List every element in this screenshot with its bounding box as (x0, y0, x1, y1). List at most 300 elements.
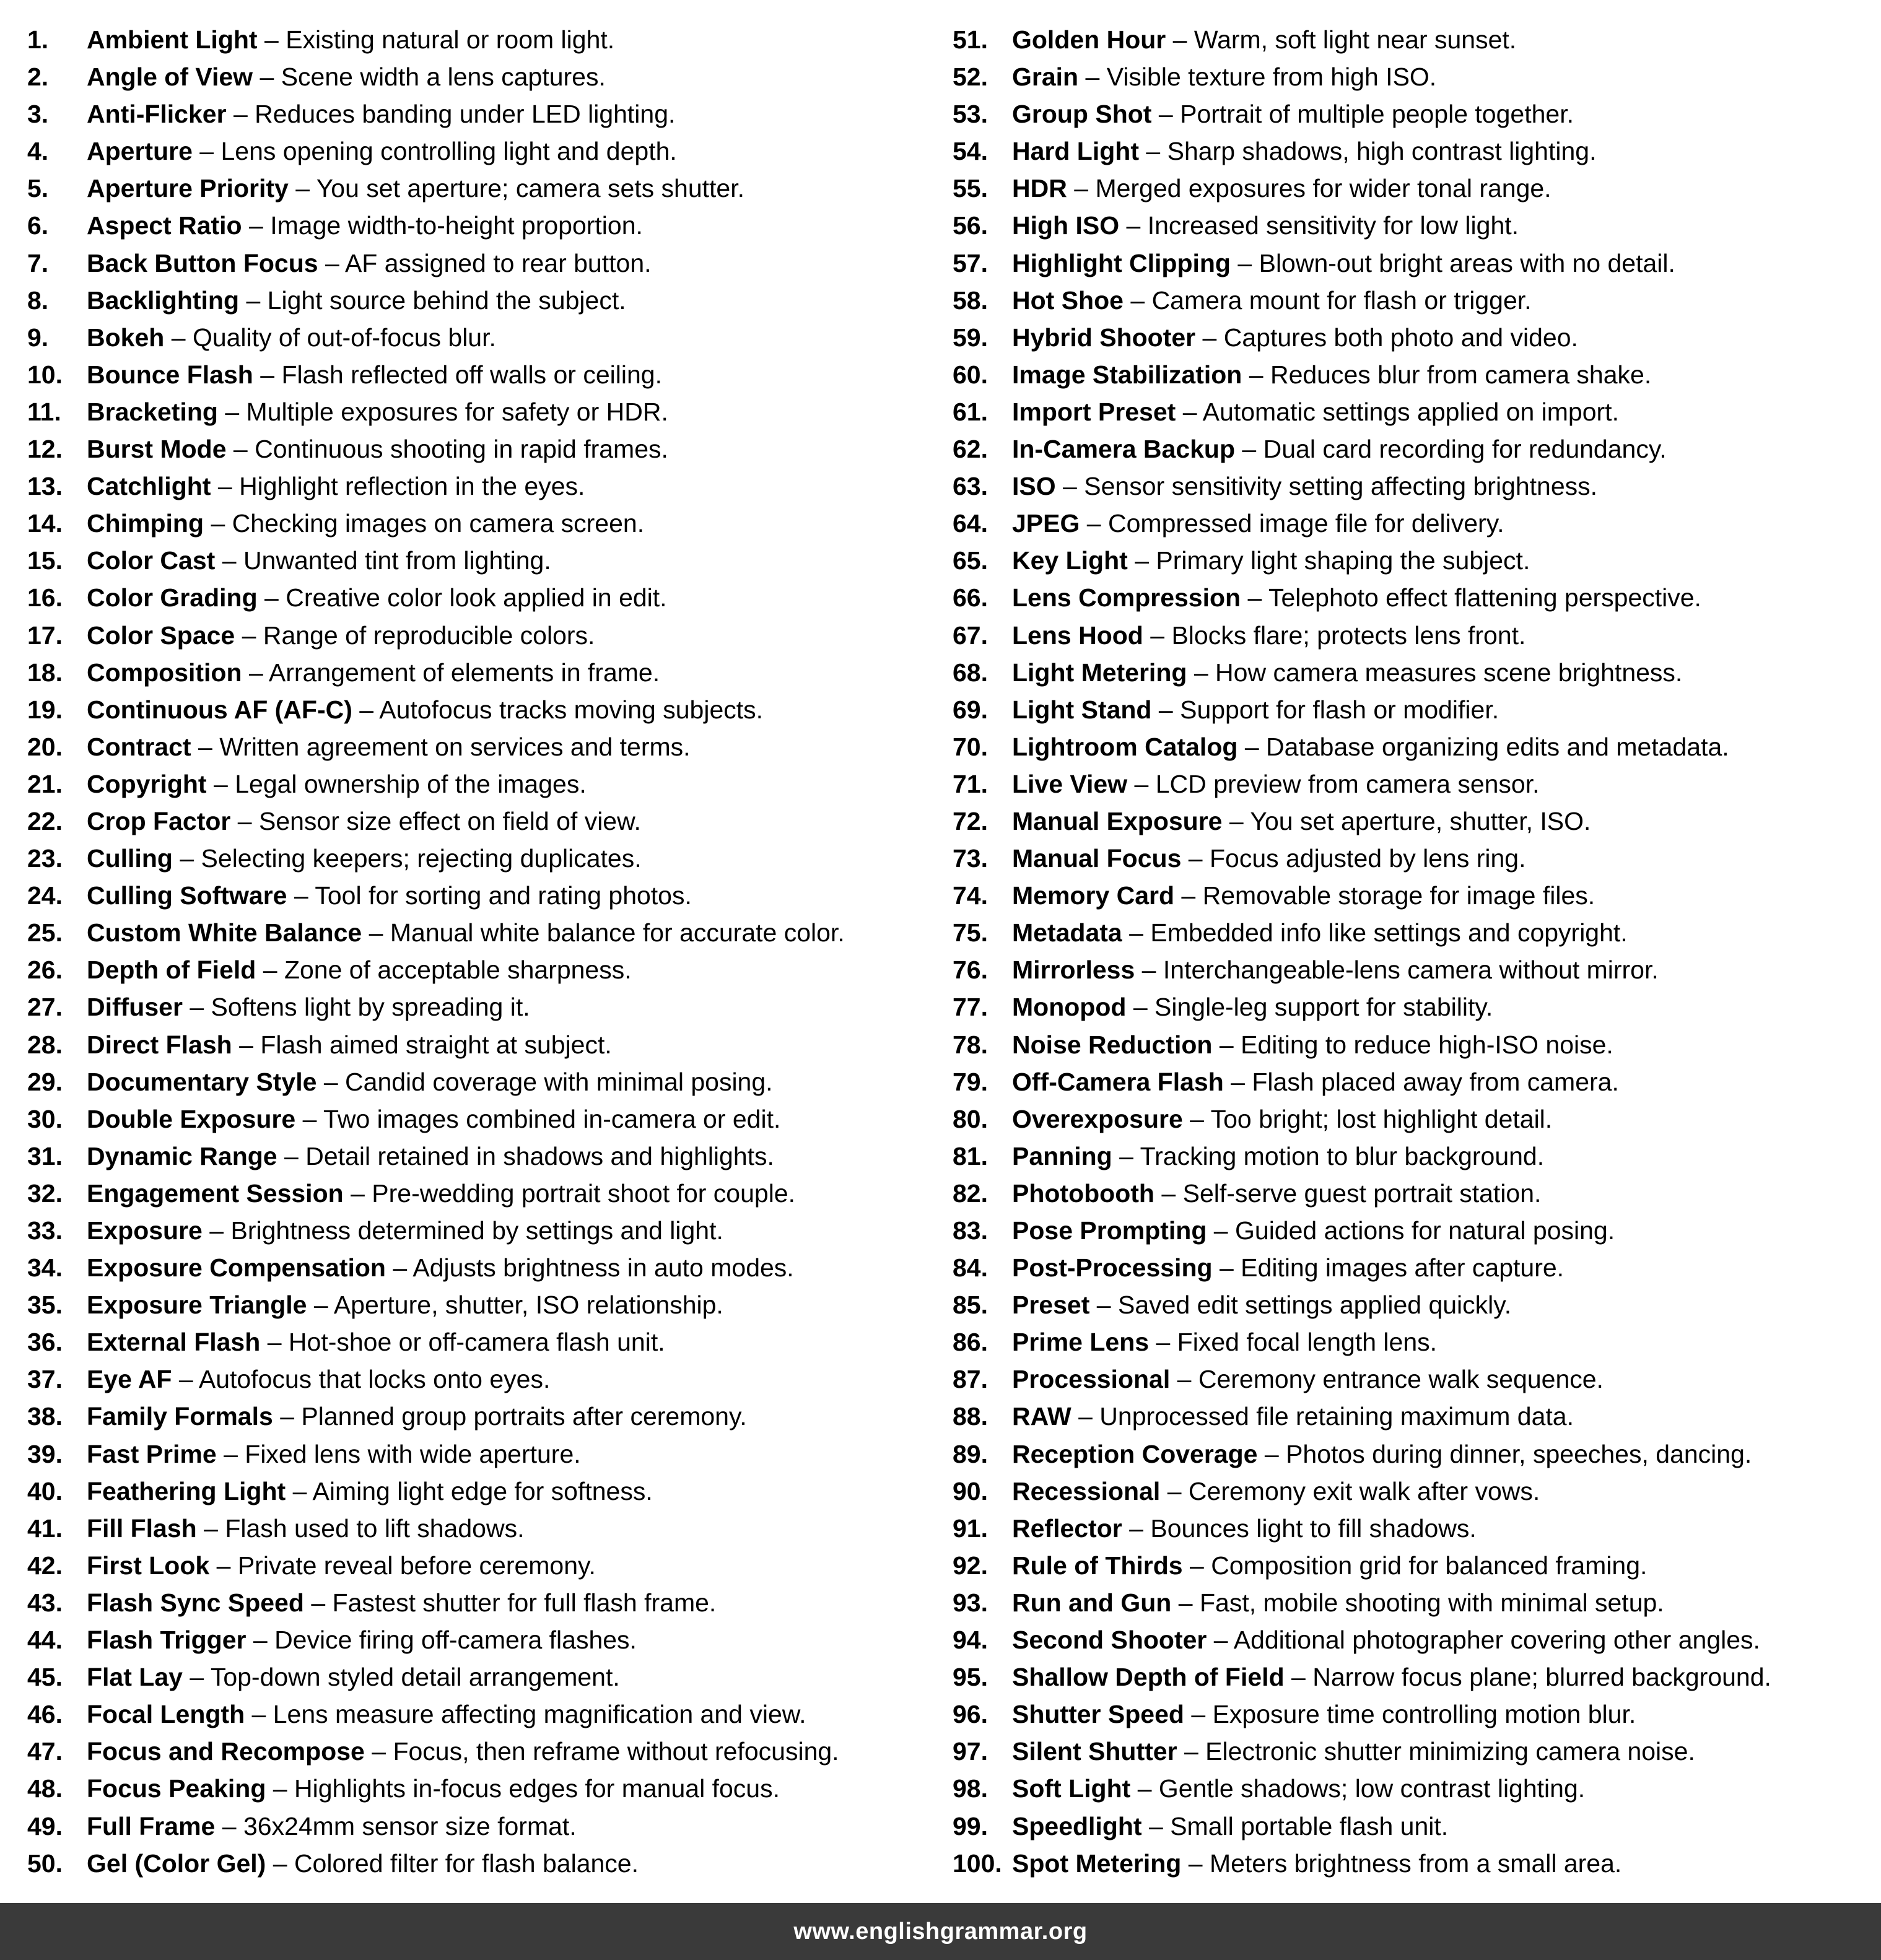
glossary-term: Anti-Flicker (87, 100, 227, 129)
glossary-term: Processional (1012, 1365, 1171, 1394)
glossary-term: RAW (1012, 1402, 1071, 1431)
glossary-item-number: 9. (27, 323, 49, 352)
glossary-item (953, 951, 1869, 988)
glossary-item (27, 542, 944, 579)
glossary-item-body (87, 579, 667, 616)
glossary-item-body (1012, 1770, 1585, 1807)
glossary-term: In-Camera Backup (1012, 435, 1236, 464)
term-separator: – (264, 583, 279, 612)
glossary-item (953, 58, 1869, 95)
glossary-term: ISO (1012, 472, 1056, 501)
glossary-definition: Increased sensitivity for low light. (1147, 211, 1519, 240)
glossary-item (953, 1658, 1869, 1696)
glossary-item (27, 877, 944, 914)
glossary-item-body (87, 1286, 723, 1323)
glossary-item-body (1012, 951, 1659, 988)
glossary-item (27, 1138, 944, 1175)
glossary-definition: How camera measures scene brightness. (1215, 658, 1683, 687)
glossary-item-body (87, 803, 641, 840)
glossary-definition: Fixed focal length lens. (1177, 1328, 1438, 1357)
glossary-item-body (1012, 1286, 1511, 1323)
term-separator: – (1242, 435, 1257, 464)
term-separator: – (1085, 63, 1100, 92)
glossary-item-body (87, 393, 668, 430)
glossary-term: Color Space (87, 621, 235, 650)
term-separator: – (1229, 806, 1244, 835)
glossary-item-body (1012, 617, 1525, 654)
glossary-term: Bracketing (87, 397, 218, 426)
glossary-item-number: 56. (953, 211, 988, 240)
glossary-definition: Guided actions for natural posing. (1235, 1216, 1615, 1245)
glossary-term: Memory Card (1012, 881, 1175, 910)
glossary-definition: Narrow focus plane; blurred background. (1312, 1663, 1771, 1692)
term-separator: – (325, 248, 339, 277)
glossary-item (27, 393, 944, 430)
glossary-term: Backlighting (87, 285, 240, 315)
glossary-item-number: 36. (27, 1328, 63, 1357)
glossary-item-number: 99. (953, 1811, 988, 1840)
term-separator: – (1190, 1551, 1204, 1580)
glossary-item-body (87, 840, 642, 877)
glossary-item (953, 1808, 1869, 1845)
glossary-term: Mirrorless (1012, 956, 1135, 985)
glossary-definition: Additional photographer covering other angles. (1233, 1626, 1760, 1655)
glossary-item-body (1012, 803, 1591, 840)
glossary-definition: Colored filter for flash balance. (294, 1849, 639, 1878)
glossary-term: Aperture Priority (87, 174, 289, 203)
glossary-definition: Hot-shoe or off-camera flash unit. (288, 1328, 665, 1357)
glossary-definition: Manual white balance for accurate color. (390, 918, 845, 947)
glossary-definition: Multiple exposures for safety or HDR. (246, 397, 668, 426)
glossary-item-body (87, 319, 496, 356)
glossary-term: Angle of View (87, 63, 253, 92)
glossary-term: Image Stabilization (1012, 360, 1242, 389)
glossary-term: Shallow Depth of Field (1012, 1663, 1285, 1692)
term-separator: – (264, 25, 279, 54)
glossary-item-body (87, 170, 744, 207)
glossary-term: Reception Coverage (1012, 1439, 1258, 1468)
term-separator: – (260, 63, 274, 92)
glossary-definition: Private reveal before ceremony. (237, 1551, 596, 1580)
glossary-item (27, 1212, 944, 1249)
glossary-term: Post-Processing (1012, 1253, 1213, 1283)
glossary-definition: 36x24mm sensor size format. (243, 1811, 577, 1840)
term-separator: – (1126, 211, 1141, 240)
glossary-definition: Top-down styled detail arrangement. (210, 1663, 620, 1692)
glossary-term: Bokeh (87, 323, 165, 352)
glossary-definition: Editing to reduce high-ISO noise. (1241, 1030, 1613, 1059)
glossary-item-number: 23. (27, 844, 63, 873)
glossary-definition: Highlights in-focus edges for manual focus. (294, 1774, 780, 1803)
glossary-term: Speedlight (1012, 1811, 1142, 1840)
glossary-term: Highlight Clipping (1012, 248, 1231, 277)
glossary-column-right (953, 21, 1869, 1882)
glossary-item-body (87, 1249, 794, 1286)
glossary-definition: Visible texture from high ISO. (1106, 63, 1437, 92)
glossary-item-body (87, 1212, 723, 1249)
glossary-item (953, 1361, 1869, 1398)
glossary-item (953, 1547, 1869, 1584)
glossary-item-body (1012, 1621, 1760, 1658)
glossary-term: Monopod (1012, 993, 1127, 1022)
term-separator: – (1231, 1067, 1245, 1096)
glossary-term: Diffuser (87, 993, 183, 1022)
glossary-definition: Unwanted tint from lighting. (243, 546, 551, 575)
glossary-definition: Creative color look applied in edit. (286, 583, 667, 612)
glossary-definition: Planned group portraits after ceremony. (301, 1402, 747, 1431)
glossary-term: Composition (87, 658, 242, 687)
glossary-definition: Captures both photo and video. (1223, 323, 1578, 352)
glossary-item-number: 89. (953, 1439, 988, 1468)
glossary-item (27, 1547, 944, 1584)
glossary-item-body (1012, 393, 1619, 430)
term-separator: – (302, 1104, 317, 1133)
glossary-item-body (1012, 691, 1499, 728)
glossary-item-number: 2. (27, 63, 49, 92)
glossary-item-body (1012, 245, 1675, 282)
glossary-item-number: 14. (27, 509, 63, 538)
footer-url[interactable]: www.englishgrammar.org (793, 1918, 1088, 1945)
term-separator: – (239, 1030, 253, 1059)
glossary-item (953, 1286, 1869, 1323)
term-separator: – (1063, 472, 1077, 501)
glossary-item (27, 282, 944, 319)
glossary-item (27, 133, 944, 170)
glossary-item-body (1012, 1584, 1664, 1621)
glossary-term: First Look (87, 1551, 210, 1580)
glossary-item-body (87, 1658, 620, 1696)
term-separator: – (294, 881, 308, 910)
glossary-item (27, 1658, 944, 1696)
glossary-item-body (87, 1696, 806, 1733)
glossary-item-body (1012, 1845, 1621, 1882)
term-separator: – (1291, 1663, 1306, 1692)
glossary-term: Shutter Speed (1012, 1700, 1184, 1729)
glossary-definition: Database organizing edits and metadata. (1266, 732, 1729, 761)
glossary-item-body (1012, 1547, 1647, 1584)
glossary-item-number: 62. (953, 435, 988, 464)
glossary-item-body (87, 951, 632, 988)
glossary-term: Aspect Ratio (87, 211, 242, 240)
glossary-term: Spot Metering (1012, 1849, 1182, 1878)
glossary-term: Exposure (87, 1216, 203, 1245)
glossary-term: Direct Flash (87, 1030, 232, 1059)
glossary-item (953, 1584, 1869, 1621)
term-separator: – (242, 621, 256, 650)
glossary-item (27, 1770, 944, 1807)
term-separator: – (237, 806, 252, 835)
glossary-item (953, 468, 1869, 505)
glossary-item (27, 170, 944, 207)
glossary-term: Color Grading (87, 583, 258, 612)
glossary-definition: Fastest shutter for full flash frame. (332, 1588, 717, 1617)
term-separator: – (1133, 993, 1148, 1022)
glossary-definition: Tracking motion to blur background. (1140, 1141, 1545, 1170)
glossary-definition: Fast, mobile shooting with minimal setup. (1199, 1588, 1664, 1617)
term-separator: – (199, 137, 214, 166)
glossary-item-number: 40. (27, 1476, 63, 1505)
term-separator: – (233, 435, 248, 464)
glossary-item-number: 80. (953, 1104, 988, 1133)
glossary-term: Exposure Triangle (87, 1291, 307, 1320)
term-separator: – (1188, 1849, 1203, 1878)
glossary-term: Aperture (87, 137, 193, 166)
glossary-item-number: 84. (953, 1253, 988, 1283)
glossary-item (27, 691, 944, 728)
glossary-item-body (87, 21, 614, 58)
glossary-definition: Gentle shadows; low contrast lighting. (1158, 1774, 1586, 1803)
glossary-item (27, 654, 944, 691)
term-separator: – (1150, 621, 1165, 650)
term-separator: – (1146, 137, 1161, 166)
glossary-item (27, 1621, 944, 1658)
glossary-definition: Focus, then reframe without refocusing. (393, 1737, 839, 1766)
glossary-term: Culling Software (87, 881, 287, 910)
glossary-item-body (87, 691, 763, 728)
glossary-item-body (1012, 1510, 1477, 1547)
glossary-item (953, 1510, 1869, 1547)
glossary-item (27, 728, 944, 765)
glossary-term: Full Frame (87, 1811, 216, 1840)
glossary-item-number: 25. (27, 918, 63, 947)
glossary-item-number: 38. (27, 1402, 63, 1431)
glossary-item-number: 83. (953, 1216, 988, 1245)
glossary-item-number: 75. (953, 918, 988, 947)
glossary-item-number: 48. (27, 1774, 63, 1803)
glossary-item (27, 430, 944, 468)
glossary-definition: Reduces blur from camera shake. (1270, 360, 1652, 389)
glossary-definition: Telephoto effect flattening perspective. (1268, 583, 1701, 612)
glossary-item (27, 1286, 944, 1323)
glossary-term: Crop Factor (87, 806, 231, 835)
glossary-column-left (27, 21, 944, 1882)
term-separator: – (284, 1141, 299, 1170)
glossary-item-number: 60. (953, 360, 988, 389)
glossary-item-number: 28. (27, 1030, 63, 1059)
glossary-item (27, 245, 944, 282)
glossary-item (27, 1063, 944, 1100)
glossary-item-number: 82. (953, 1178, 988, 1208)
glossary-item-number: 15. (27, 546, 63, 575)
glossary-item-number: 87. (953, 1365, 988, 1394)
glossary-term: Flash Sync Speed (87, 1588, 304, 1617)
glossary-item-number: 86. (953, 1328, 988, 1357)
glossary-item-body (1012, 282, 1532, 319)
glossary-definition: Pre-wedding portrait shoot for couple. (372, 1178, 796, 1208)
glossary-item (27, 765, 944, 803)
glossary-item (27, 1323, 944, 1361)
term-separator: – (1158, 695, 1173, 724)
term-separator: – (217, 472, 232, 501)
glossary-item-body (1012, 1808, 1448, 1845)
term-separator: – (246, 285, 261, 315)
glossary-item-body (1012, 1175, 1541, 1212)
glossary-item-body (87, 356, 662, 393)
glossary-item-number: 55. (953, 174, 988, 203)
glossary-term: Fill Flash (87, 1514, 197, 1543)
glossary-item (27, 803, 944, 840)
glossary-term: HDR (1012, 174, 1067, 203)
glossary-item-number: 77. (953, 993, 988, 1022)
term-separator: – (1213, 1626, 1228, 1655)
glossary-item-number: 76. (953, 956, 988, 985)
glossary-item-number: 4. (27, 137, 49, 166)
glossary-definition: Support for flash or modifier. (1180, 695, 1499, 724)
glossary-item (27, 1510, 944, 1547)
glossary-item (27, 951, 944, 988)
glossary-item-number: 8. (27, 285, 49, 315)
glossary-definition: Existing natural or room light. (286, 25, 615, 54)
glossary-term: Back Button Focus (87, 248, 318, 277)
term-separator: – (1219, 1253, 1234, 1283)
glossary-item (953, 691, 1869, 728)
glossary-definition: Ceremony entrance walk sequence. (1198, 1365, 1604, 1394)
glossary-term: Manual Focus (1012, 844, 1182, 873)
glossary-item (953, 840, 1869, 877)
term-separator: – (1247, 583, 1262, 612)
glossary-item (953, 1696, 1869, 1733)
glossary-item-number: 6. (27, 211, 49, 240)
term-separator: – (1074, 174, 1089, 203)
glossary-term: Live View (1012, 769, 1128, 798)
glossary-term: Gel (Color Gel) (87, 1849, 266, 1878)
glossary-item-body (1012, 1398, 1574, 1435)
glossary-definition: Arrangement of elements in frame. (268, 658, 660, 687)
glossary-term: Flat Lay (87, 1663, 183, 1692)
glossary-item (953, 1621, 1869, 1658)
glossary-item (27, 1696, 944, 1733)
glossary-item-body (87, 58, 606, 95)
term-separator: – (1264, 1439, 1279, 1468)
glossary-item-number: 61. (953, 397, 988, 426)
glossary-term: Run and Gun (1012, 1588, 1172, 1617)
glossary-item (953, 877, 1869, 914)
glossary-item (953, 1026, 1869, 1063)
glossary-item (953, 393, 1869, 430)
glossary-item (953, 207, 1869, 244)
term-separator: – (216, 1551, 231, 1580)
glossary-item-body (87, 765, 587, 803)
glossary-item (27, 319, 944, 356)
glossary-item-body (87, 1547, 596, 1584)
term-separator: – (211, 509, 225, 538)
glossary-definition: Aiming light edge for softness. (312, 1476, 653, 1505)
glossary-definition: Meters brightness from a small area. (1209, 1849, 1622, 1878)
glossary-definition: Saved edit settings applied quickly. (1118, 1291, 1512, 1320)
glossary-item-body (1012, 133, 1596, 170)
glossary-definition: Adjusts brightness in auto modes. (412, 1253, 794, 1283)
term-separator: – (351, 1178, 365, 1208)
glossary-item (27, 988, 944, 1026)
glossary-item-body (87, 1323, 665, 1361)
glossary-item-body (1012, 468, 1597, 505)
glossary-item (27, 1584, 944, 1621)
glossary-term: Continuous AF (AF-C) (87, 695, 352, 724)
glossary-definition: Dual card recording for redundancy. (1263, 435, 1667, 464)
glossary-item-number: 37. (27, 1365, 63, 1394)
glossary-definition: Scene width a lens captures. (281, 63, 606, 92)
glossary-item-number: 30. (27, 1104, 63, 1133)
glossary-item-number: 12. (27, 435, 63, 464)
glossary-item-number: 95. (953, 1663, 988, 1692)
glossary-item-body (87, 1175, 795, 1212)
glossary-definition: Primary light shaping the subject. (1156, 546, 1530, 575)
glossary-item-number: 32. (27, 1178, 63, 1208)
glossary-term: Soft Light (1012, 1774, 1131, 1803)
term-separator: – (1249, 360, 1263, 389)
glossary-term: Double Exposure (87, 1104, 296, 1133)
glossary-item-body (87, 1398, 747, 1435)
term-separator: – (1096, 1291, 1111, 1320)
glossary-item-number: 46. (27, 1700, 63, 1729)
glossary-term: Grain (1012, 63, 1079, 92)
glossary-item-body (1012, 579, 1701, 616)
glossary-term: Pose Prompting (1012, 1216, 1207, 1245)
glossary-definition: Bounces light to fill shadows. (1150, 1514, 1477, 1543)
term-separator: – (214, 769, 228, 798)
glossary-item-body (87, 1138, 774, 1175)
term-separator: – (1129, 918, 1143, 947)
glossary-term: Engagement Session (87, 1178, 344, 1208)
glossary-item-number: 79. (953, 1067, 988, 1096)
glossary-item-number: 78. (953, 1030, 988, 1059)
glossary-item-body (87, 988, 530, 1026)
glossary-term: Noise Reduction (1012, 1030, 1213, 1059)
glossary-item-number: 68. (953, 658, 988, 687)
glossary-item-body (87, 1770, 780, 1807)
glossary-item-body (1012, 1100, 1552, 1138)
glossary-definition: Removable storage for image files. (1202, 881, 1595, 910)
glossary-definition: LCD preview from camera sensor. (1155, 769, 1540, 798)
glossary-item-number: 5. (27, 174, 49, 203)
glossary-item-number: 33. (27, 1216, 63, 1245)
term-separator: – (1202, 323, 1217, 352)
glossary-definition: Brightness determined by settings and light. (230, 1216, 723, 1245)
glossary-definition: Automatic settings applied on import. (1202, 397, 1619, 426)
glossary-item (953, 1138, 1869, 1175)
term-separator: – (260, 360, 275, 389)
glossary-term: Depth of Field (87, 956, 256, 985)
glossary-item-number: 1. (27, 25, 49, 54)
glossary-definition: Unprocessed file retaining maximum data. (1099, 1402, 1574, 1431)
term-separator: – (253, 1626, 268, 1655)
glossary-item (953, 1175, 1869, 1212)
term-separator: – (233, 100, 248, 129)
glossary-item-number: 41. (27, 1514, 63, 1543)
term-separator: – (1135, 546, 1150, 575)
glossary-definition: Candid coverage with minimal posing. (345, 1067, 773, 1096)
glossary-definition: Written agreement on services and terms. (219, 732, 691, 761)
glossary-item-number: 42. (27, 1551, 63, 1580)
glossary-item-number: 91. (953, 1514, 988, 1543)
term-separator: – (295, 174, 310, 203)
glossary-item-body (87, 1435, 581, 1473)
glossary-item-body (1012, 1733, 1695, 1770)
glossary-term: Reflector (1012, 1514, 1122, 1543)
glossary-item-body (87, 728, 691, 765)
glossary-item (27, 356, 944, 393)
glossary-item-number: 73. (953, 844, 988, 873)
glossary-term: Eye AF (87, 1365, 172, 1394)
glossary-item-body (1012, 840, 1526, 877)
term-separator: – (1172, 25, 1187, 54)
glossary-item (953, 1063, 1869, 1100)
glossary-item-body (1012, 1249, 1564, 1286)
glossary-definition: Selecting keepers; rejecting duplicates. (201, 844, 642, 873)
glossary-item-number: 44. (27, 1626, 63, 1655)
glossary-term: Burst Mode (87, 435, 227, 464)
glossary-term: Recessional (1012, 1476, 1161, 1505)
